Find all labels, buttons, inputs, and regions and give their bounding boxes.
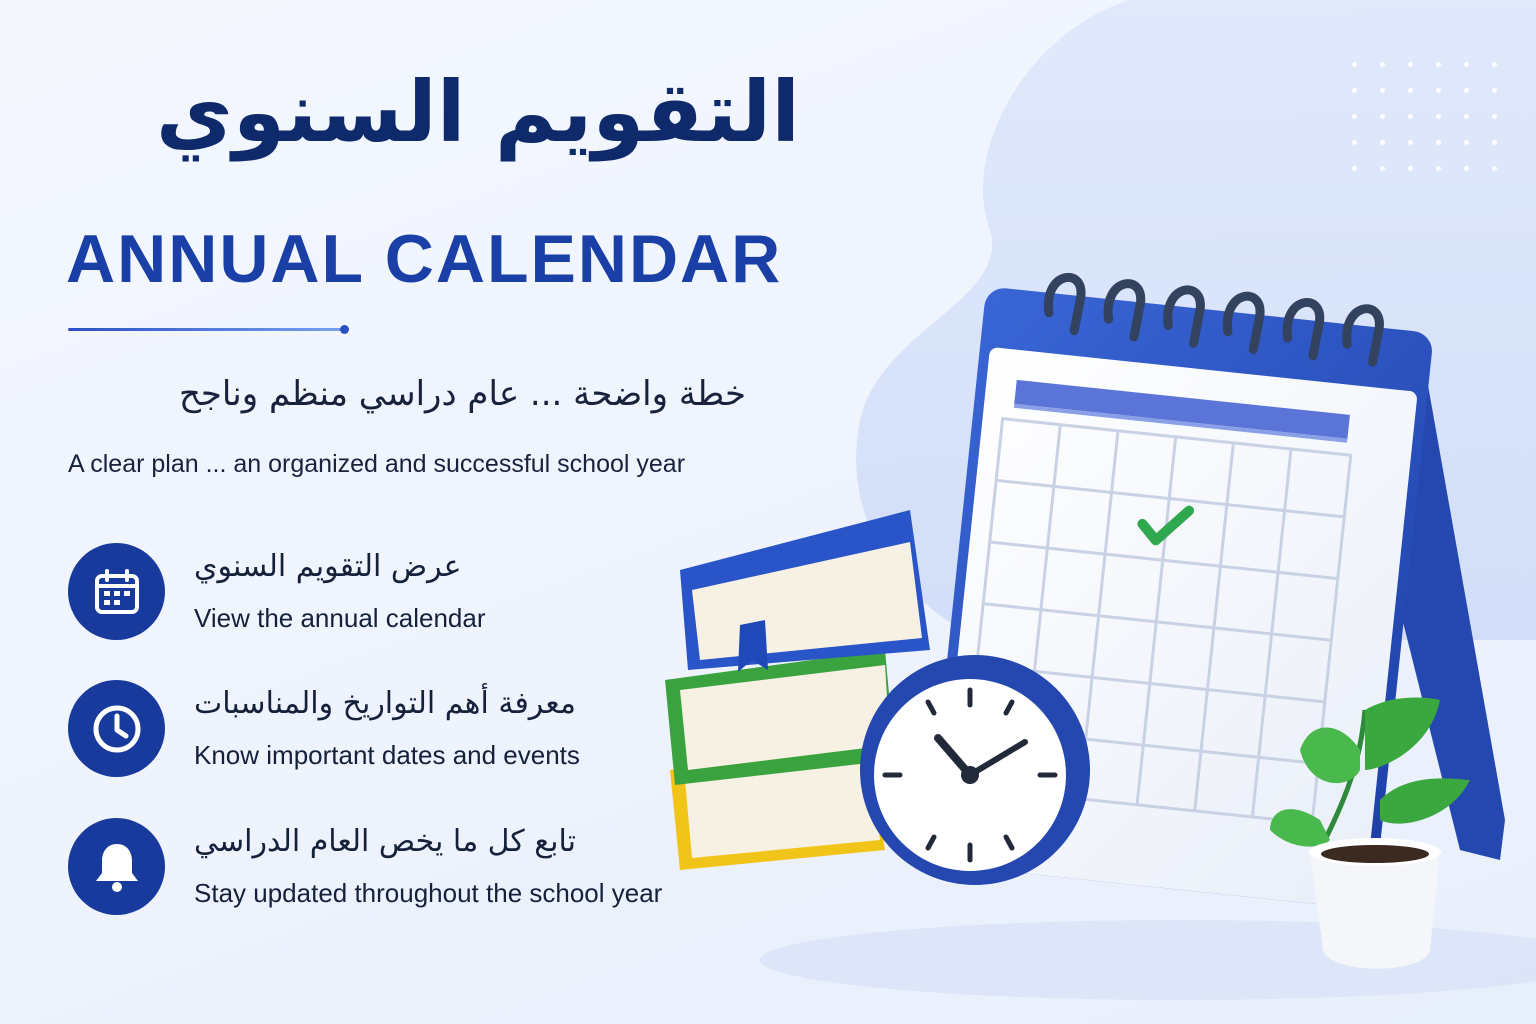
decoration-dot bbox=[1436, 166, 1441, 171]
decoration-dot bbox=[1492, 140, 1497, 145]
decoration-dot bbox=[1408, 88, 1413, 93]
decoration-dot bbox=[1436, 140, 1441, 145]
decoration-dot bbox=[1380, 140, 1385, 145]
decoration-dot bbox=[1436, 114, 1441, 119]
dot-grid-decoration bbox=[1352, 62, 1512, 182]
feature-text-english: Know important dates and events bbox=[194, 740, 580, 770]
decoration-dot bbox=[1352, 62, 1357, 67]
bell-icon-badge bbox=[68, 818, 165, 915]
decoration-dot bbox=[1464, 62, 1469, 67]
decoration-dot bbox=[1436, 62, 1441, 67]
decoration-dot bbox=[1408, 166, 1413, 171]
decoration-dot bbox=[1352, 140, 1357, 145]
calendar-icon bbox=[91, 566, 143, 618]
decoration-dot bbox=[1492, 166, 1497, 171]
decoration-dot bbox=[1408, 140, 1413, 145]
decoration-dot bbox=[1492, 114, 1497, 119]
decoration-dot bbox=[1464, 114, 1469, 119]
feature-text-arabic: معرفة أهم التواريخ والمناسبات bbox=[194, 686, 576, 721]
wall-clock bbox=[860, 655, 1090, 885]
decoration-dot bbox=[1352, 166, 1357, 171]
tagline-english: A clear plan ... an organized and successful school year bbox=[68, 450, 686, 478]
tagline-arabic: خطة واضحة ... عام دراسي منظم وناجح bbox=[178, 374, 746, 414]
decoration-dot bbox=[1380, 88, 1385, 93]
calendar-icon-badge bbox=[68, 543, 165, 640]
clock-icon bbox=[90, 702, 144, 756]
decoration-dot bbox=[1408, 114, 1413, 119]
feature-text-english: View the annual calendar bbox=[194, 603, 486, 633]
clock-icon-badge bbox=[68, 680, 165, 777]
page-title-english: ANNUAL CALENDAR bbox=[66, 221, 783, 297]
decoration-dot bbox=[1492, 62, 1497, 67]
title-divider bbox=[68, 328, 344, 331]
decoration-dot bbox=[1352, 88, 1357, 93]
decoration-dot bbox=[1380, 114, 1385, 119]
bell-icon bbox=[91, 839, 143, 895]
decoration-dot bbox=[1352, 114, 1357, 119]
decoration-dot bbox=[1380, 62, 1385, 67]
page-title-arabic: التقويم السنوي bbox=[155, 63, 800, 161]
decoration-dot bbox=[1464, 140, 1469, 145]
decoration-dot bbox=[1408, 62, 1413, 67]
feature-text-english: Stay updated throughout the school year bbox=[194, 878, 663, 908]
calendar-illustration bbox=[640, 250, 1520, 1010]
title-divider-dot bbox=[340, 325, 349, 334]
feature-text-arabic: تابع كل ما يخص العام الدراسي bbox=[194, 824, 577, 859]
decoration-dot bbox=[1464, 88, 1469, 93]
decoration-dot bbox=[1436, 88, 1441, 93]
decoration-dot bbox=[1492, 88, 1497, 93]
decoration-dot bbox=[1464, 166, 1469, 171]
decoration-dot bbox=[1380, 166, 1385, 171]
feature-text-arabic: عرض التقويم السنوي bbox=[194, 549, 462, 584]
